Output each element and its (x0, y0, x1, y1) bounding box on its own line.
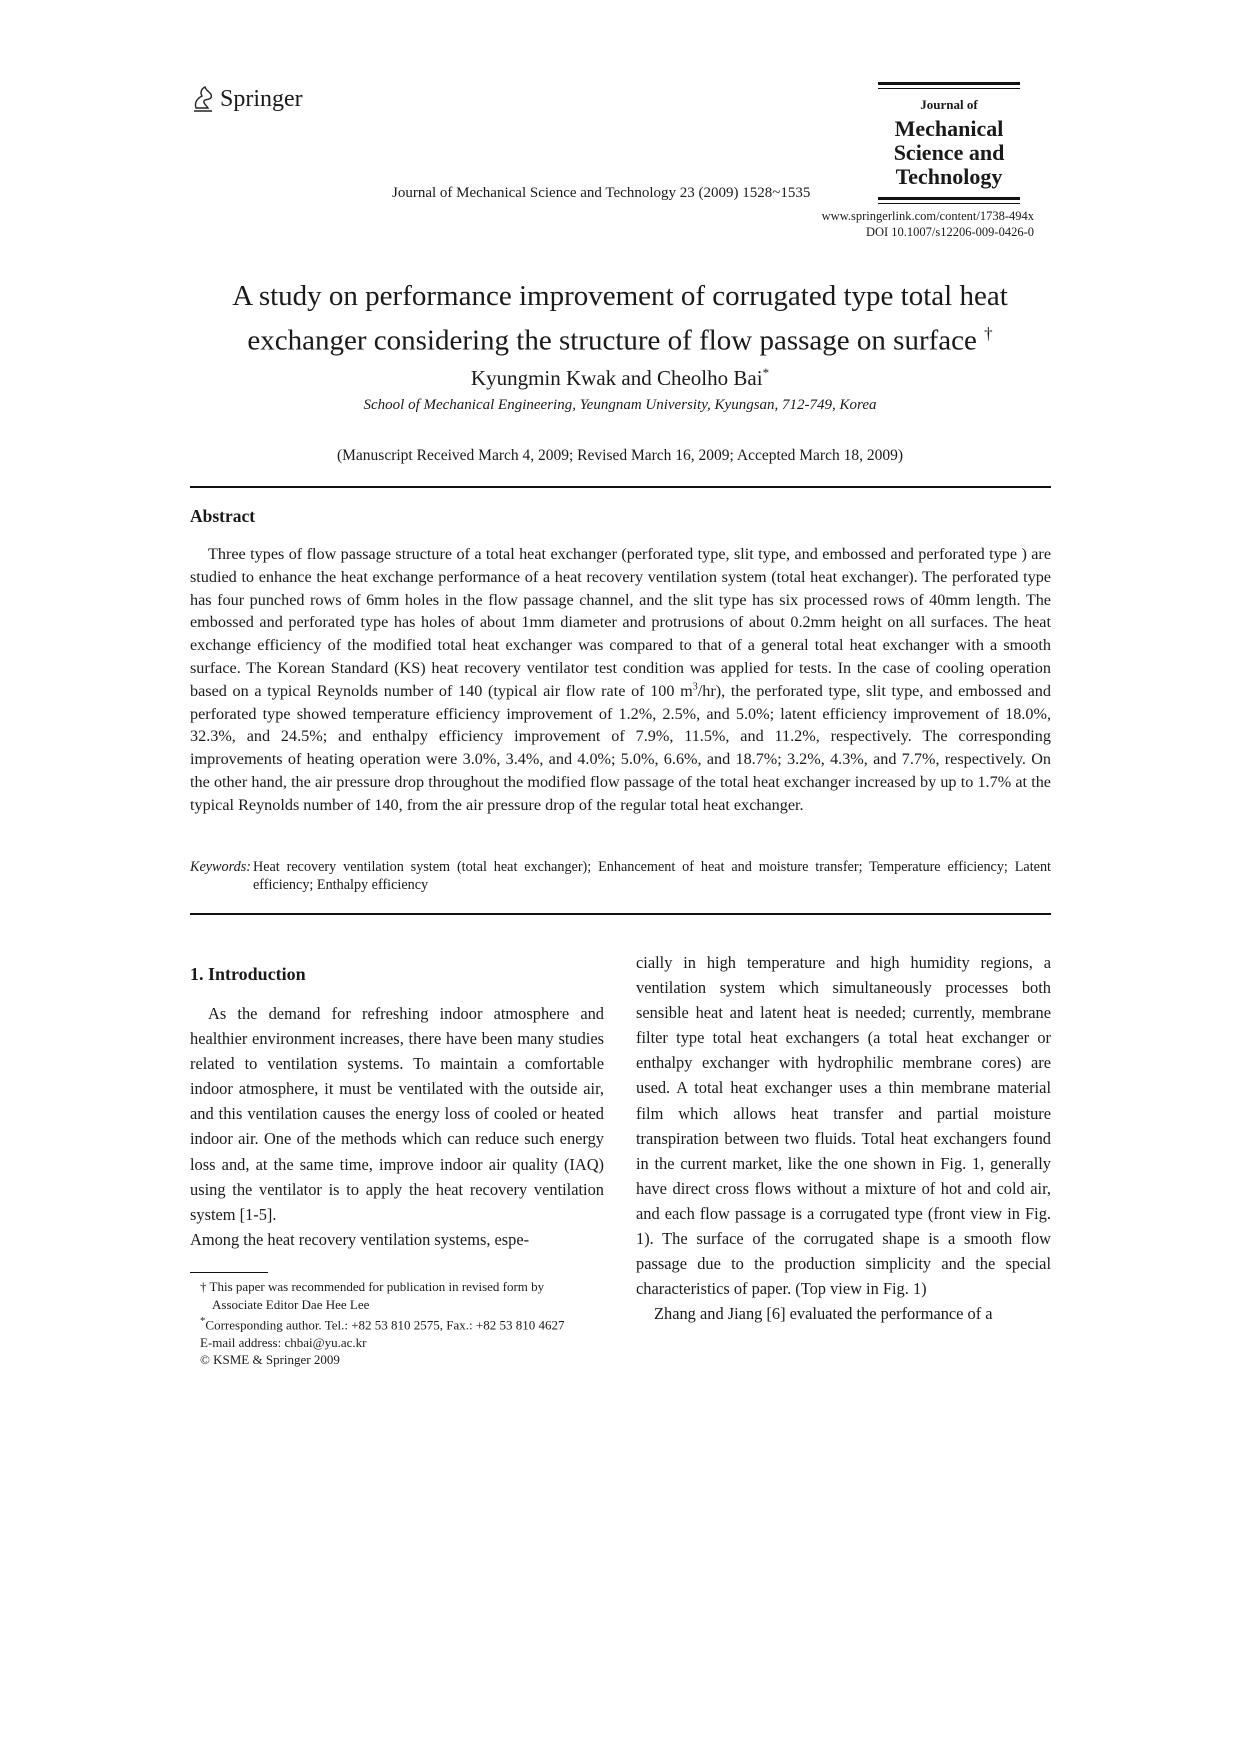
corresponding-mark: * (762, 365, 770, 380)
journal-box-name (878, 117, 1020, 189)
title-line-1: A study on performance improvement of corrugated type total heat (232, 280, 1008, 312)
abstract-body (190, 543, 1051, 817)
title-footnote-mark: † (984, 324, 993, 343)
intro-paragraph-3: cially in high temperature and high humidity regions, a ventilation system which simultaneously processes both sensible heat and latent heat is needed; currently, membrane filter type total heat exchangers (a total heat exchanger or enthalpy exchanger with hydrophilic membrane cores) are used. A total heat exchanger uses a thin membrane material film which allows heat transfer and partial moisture transpiration between two fluids. Total heat exchangers found in the current market, like the one shown in Fig. 1, generally have direct cross flows without a mixture of hot and cold air, and each flow passage is a corrugated type (front view in Fig. 1). The surface of the corrugated shape is a smooth flow passage due to the production simplicity and the special characteristics of paper. (Top view in Fig. 1) (636, 953, 1051, 1299)
footnote-email[interactable]: E-mail address: chbai@yu.ac.kr (200, 1334, 367, 1350)
journal-box-line2: Science and (893, 140, 1005, 165)
right-column (636, 950, 1051, 1326)
journal-box-top-rule-thin (878, 88, 1020, 89)
footnote-corresponding (200, 1313, 604, 1334)
intro-paragraph-4: Zhang and Jiang [6] evaluated the performance of a (654, 1304, 993, 1324)
journal-box-bottom-rule-thin (878, 203, 1020, 204)
footnote-rule (190, 1272, 268, 1273)
journal-title-box (878, 82, 1020, 204)
footnotes (200, 1278, 604, 1369)
manuscript-dates: (Manuscript Received March 4, 2009; Revised March 16, 2009; Accepted March 18, 2009) (336, 447, 904, 464)
keywords-text: Heat recovery ventilation system (total heat exchanger); Enhancement of heat and moisture transfer; Temperature efficiency; Latent efficiency; Enthalpy efficiency (252, 859, 1051, 893)
intro-paragraph-2: Among the heat recovery ventilation systems, espe- (190, 1229, 530, 1249)
journal-box-line1: Mechanical (894, 116, 1004, 141)
abstract-text-a: Three types of flow passage structure of a total heat exchanger (perforated type, slit type, and embossed and perforated type ) are studied to enhance the heat exchange performance of a heat recovery ventilation system (total heat exchanger). The perforated type has four punched rows of 6mm holes in the flow passage channel, and the slit type has six processed rows of 40mm length. The embossed and perforated type has holes of about 1mm diameter and protrusions of about 0.2mm height on all surfaces. The heat exchange efficiency of the modified total heat exchanger was compared to that of a general total heat exchanger with a smooth surface. The Korean Standard (KS) heat recovery ventilator test condition was applied for tests. In the case of cooling operation based on a typical Reynolds number of 140 (typical air flow rate of 100 m (190, 545, 1051, 700)
abstract-superscript: 3 (692, 681, 698, 693)
footnote-copyright: © KSME & Springer 2009 (200, 1352, 340, 1368)
divider-bottom (190, 913, 1051, 915)
keywords-label-text: Keywords (190, 859, 247, 875)
journal-box-line3: Technology (895, 164, 1003, 189)
authors (180, 365, 1060, 391)
footnote-corresponding-text: Corresponding author. Tel.: +82 53 810 2575, Fax.: +82 53 810 4627 (205, 1317, 565, 1333)
journal-citation: Journal of Mechanical Science and Technology 23 (2009) 1528~1535 (392, 185, 811, 201)
section-heading-introduction: 1. Introduction (190, 964, 306, 984)
footnote-recommendation-cont: Associate Editor Dae Hee Lee (212, 1296, 370, 1312)
keywords-label: Keywords: (190, 859, 251, 875)
journal-box-of: Journal of (920, 97, 978, 112)
keywords (190, 858, 1051, 894)
footnote-recommendation: † This paper was recommended for publication in revised form by (200, 1279, 545, 1294)
title-line-2-text: exchanger considering the structure of flow passage on surface (247, 324, 977, 357)
journal-box-bottom-rule (878, 197, 1020, 200)
springer-horse-icon (190, 84, 216, 114)
divider-top (190, 486, 1051, 488)
intro-paragraph-1: As the demand for refreshing indoor atmosphere and healthier environment increases, there have been many studies related to ventilation systems. To maintain a comfortable indoor atmosphere, it must be ventilated with the outside air, and this ventilation causes the energy loss of cooled or heated indoor air. One of the methods which can reduce such energy loss and, at the same time, improve indoor air quality (IAQ) using the ventilator is to apply the heat recovery ventilation system [1-5]. (190, 1004, 604, 1224)
footnote-corresponding-mark: * (200, 1315, 206, 1327)
publisher-name: Springer (220, 85, 303, 112)
affiliation: School of Mechanical Engineering, Yeungnam University, Kyungsan, 712-749, Korea (363, 397, 877, 413)
springer-logo (190, 84, 303, 114)
doi: DOI 10.1007/s12206-009-0426-0 (865, 225, 1034, 239)
authors-text: Kyungmin Kwak and Cheolho Bai (470, 366, 763, 390)
paper-title (180, 278, 1060, 360)
abstract-heading: Abstract (190, 506, 256, 526)
title-line-2 (180, 315, 1060, 360)
left-column (190, 1001, 604, 1252)
journal-box-top-rule (878, 82, 1020, 85)
springerlink-url[interactable]: www.springerlink.com/content/1738-494x (821, 209, 1034, 223)
abstract-text-b: /hr), the perforated type, slit type, and embossed and perforated type showed temperature efficiency improvement of 1.2%, 2.5%, and 5.0%; latent efficiency improvement of 18.0%, 32.3%, and 24.5%; and enthalpy efficiency improvement of 7.9%, 11.5%, and 11.2%, respectively. The corresponding improvements of heating operation were 3.0%, 3.4%, and 4.0%; 5.0%, 6.6%, and 18.7%; 3.2%, 4.3%, and 7.7%, respectively. On the other hand, the air pressure drop throughout the modified flow passage of the total heat exchanger increased by up to 1.7% at the typical Reynolds number of 140, from the air pressure drop of the regular total heat exchanger. (190, 681, 1051, 814)
